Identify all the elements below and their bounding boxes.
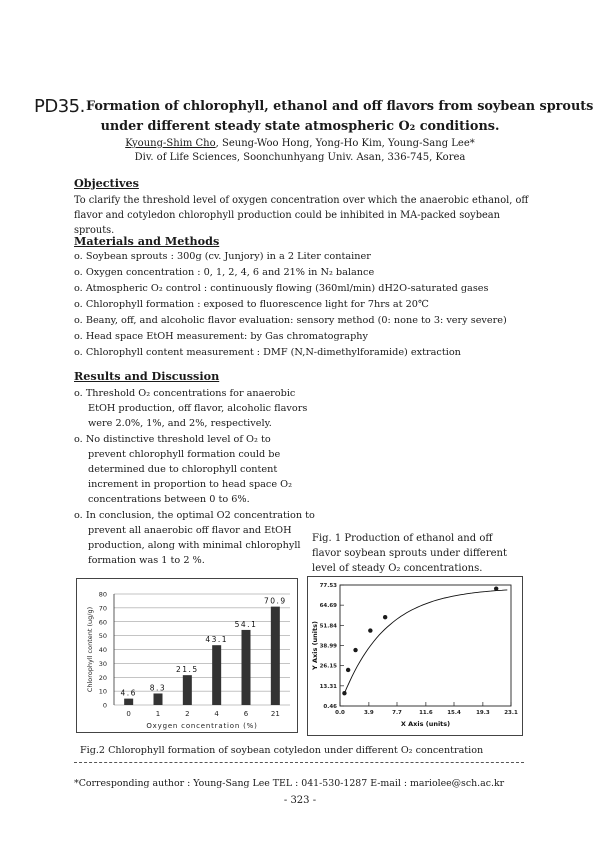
results-line: prevent chlorophyll formation could be [88, 448, 281, 460]
results-line: prevent all anaerobic off flavor and EtOH [88, 524, 292, 536]
bar [212, 645, 221, 705]
affiliation: Div. of Life Sciences, Soonchunhyang Univ. Asan, 336-745, Korea [134, 152, 466, 163]
y-tick-label: 30 [98, 659, 107, 668]
paper-code: PD35. [34, 96, 85, 117]
y-tick-label: 13.31 [319, 683, 337, 690]
results-heading: Results and Discussion [74, 369, 220, 383]
results-text [74, 386, 315, 568]
chlorophyll-bar-chart [76, 578, 298, 733]
divider [74, 762, 524, 763]
results-line: production, along with minimal chlorophyll [88, 540, 301, 552]
x-tick-label: 6 [243, 710, 249, 718]
y-tick-label: 70 [98, 604, 107, 613]
fig2-caption: Fig.2 Chlorophyll formation of soybean cotyledon under different O₂ concentration [80, 745, 484, 756]
x-tick-label: 3.9 [363, 710, 374, 716]
plot-area [340, 585, 511, 706]
y-tick-label: 60 [98, 618, 107, 627]
data-point [494, 586, 498, 590]
x-tick-label: 1 [155, 710, 161, 718]
data-point [368, 628, 372, 632]
bar [183, 675, 192, 705]
y-axis-title: Chlorophyll content (ug/g) [86, 606, 94, 693]
y-tick-label: 80 [98, 590, 107, 599]
x-tick-label: 4 [214, 710, 219, 718]
other-authors: , Seung-Woo Hong, Yong-Ho Kim, Young-Sang Lee* [215, 138, 475, 149]
results-line: EtOH production, off flavor, alcoholic flavors [88, 403, 308, 415]
x-tick-label: 0.0 [335, 710, 345, 716]
bar [242, 630, 251, 705]
method-item: o. Head space EtOH measurement: by Gas chromatography [74, 331, 368, 342]
y-axis-title: Y Axis (units) [311, 621, 319, 670]
x-tick-label: 21 [270, 710, 280, 718]
x-tick-label: 23.1 [504, 710, 518, 716]
y-tick-label: 20 [98, 673, 107, 682]
bar-value-label: 43.1 [205, 635, 229, 645]
method-item: o. Chlorophyll content measurement : DMF (N,N-dimethylforamide) extraction [74, 347, 461, 358]
results-line: were 2.0%, 1%, and 2%, respectively. [88, 418, 272, 430]
results-line: determined due to chlorophyll content [88, 464, 278, 476]
x-tick-label: 7.7 [392, 710, 402, 716]
title-line-1: Formation of chlorophyll, ethanol and off flavors from soybean sprouts [86, 99, 594, 114]
bar-value-label: 4.6 [120, 688, 137, 698]
data-point [346, 668, 350, 672]
bar-value-label: 8.3 [149, 683, 167, 693]
results-line: increment in proportion to head space O₂ [88, 479, 292, 491]
x-tick-label: 15.4 [447, 710, 461, 716]
x-tick-label: 2 [185, 710, 190, 718]
y-tick-label: 64.69 [319, 603, 337, 610]
objectives-text: To clarify the threshold level of oxygen concentration over which the anaerobic ethanol, off flavor and cotyledon chlorophyll production could be inhibited in MA-packed soybean sprouts. [74, 195, 529, 236]
bar [271, 607, 280, 705]
y-tick-label: 50 [98, 632, 107, 641]
method-item: o. Soybean sprouts : 300g (cv. Junjory) in a 2 Liter container [74, 251, 371, 262]
method-item: o. Atmospheric O₂ control : continuously flowing (360ml/min) dH2O-saturated gases [74, 283, 489, 294]
ethanol-scatter-chart [307, 576, 523, 736]
results-line: o. In conclusion, the optimal O2 concentration to [74, 509, 315, 521]
methods-heading: Materials and Methods [74, 234, 220, 248]
title-line-2: under different steady state atmospheric O₂ conditions. [100, 119, 500, 134]
bar-value-label: 54.1 [234, 619, 258, 629]
y-tick-label: 0 [102, 701, 107, 710]
data-point [353, 648, 357, 652]
data-point [342, 691, 346, 695]
bar [154, 693, 163, 705]
y-tick-label: 26.15 [319, 663, 337, 670]
data-point [383, 615, 387, 619]
method-item: o. Chlorophyll formation : exposed to fluorescence light for 7hrs at 20℃ [74, 299, 429, 310]
fig1-caption: Fig. 1 Production of ethanol and off flavor soybean sprouts under different level of steady O₂ concentrations. [312, 533, 508, 574]
x-tick-label: 0 [126, 710, 131, 718]
x-axis-title: X Axis (units) [400, 720, 451, 728]
y-tick-label: 51.84 [319, 623, 337, 630]
page-number: - 323 - [283, 795, 317, 806]
bar-value-label: 70.9 [263, 596, 287, 606]
objectives-heading: Objectives [74, 176, 139, 190]
results-line: formation was 1 to 2 %. [88, 555, 205, 567]
x-tick-label: 11.6 [419, 710, 433, 716]
results-line: concentrations between 0 to 6%. [88, 494, 250, 506]
x-tick-label: 19.3 [476, 710, 490, 716]
bar-value-label: 21.5 [175, 665, 199, 675]
y-tick-label: 0.46 [323, 704, 337, 710]
corresponding-author: *Corresponding author : Young-Sang Lee TEL : 041-530-1287 E-mail : mariolee@sch.ac.kr [74, 778, 505, 789]
bar [124, 699, 133, 705]
y-tick-label: 77.53 [319, 583, 337, 589]
fit-curve [344, 590, 508, 695]
y-tick-label: 40 [98, 646, 107, 654]
method-item: o. Oxygen concentration : 0, 1, 2, 4, 6 and 21% in N₂ balance [74, 267, 375, 278]
y-tick-label: 10 [98, 687, 107, 696]
x-axis-title: Oxygen concentration (%) [146, 722, 258, 730]
y-tick-label: 38.99 [319, 643, 337, 650]
method-item: o. Beany, off, and alcoholic flavor evaluation: sensory method (0: none to 3: very severe) [74, 315, 507, 326]
first-author: Kyoung-Shim Cho [125, 138, 216, 149]
authors [0, 138, 600, 149]
results-line: o. No distinctive threshold level of O₂ to [74, 433, 271, 445]
results-line: o. Threshold O₂ concentrations for anaerobic [74, 388, 296, 399]
